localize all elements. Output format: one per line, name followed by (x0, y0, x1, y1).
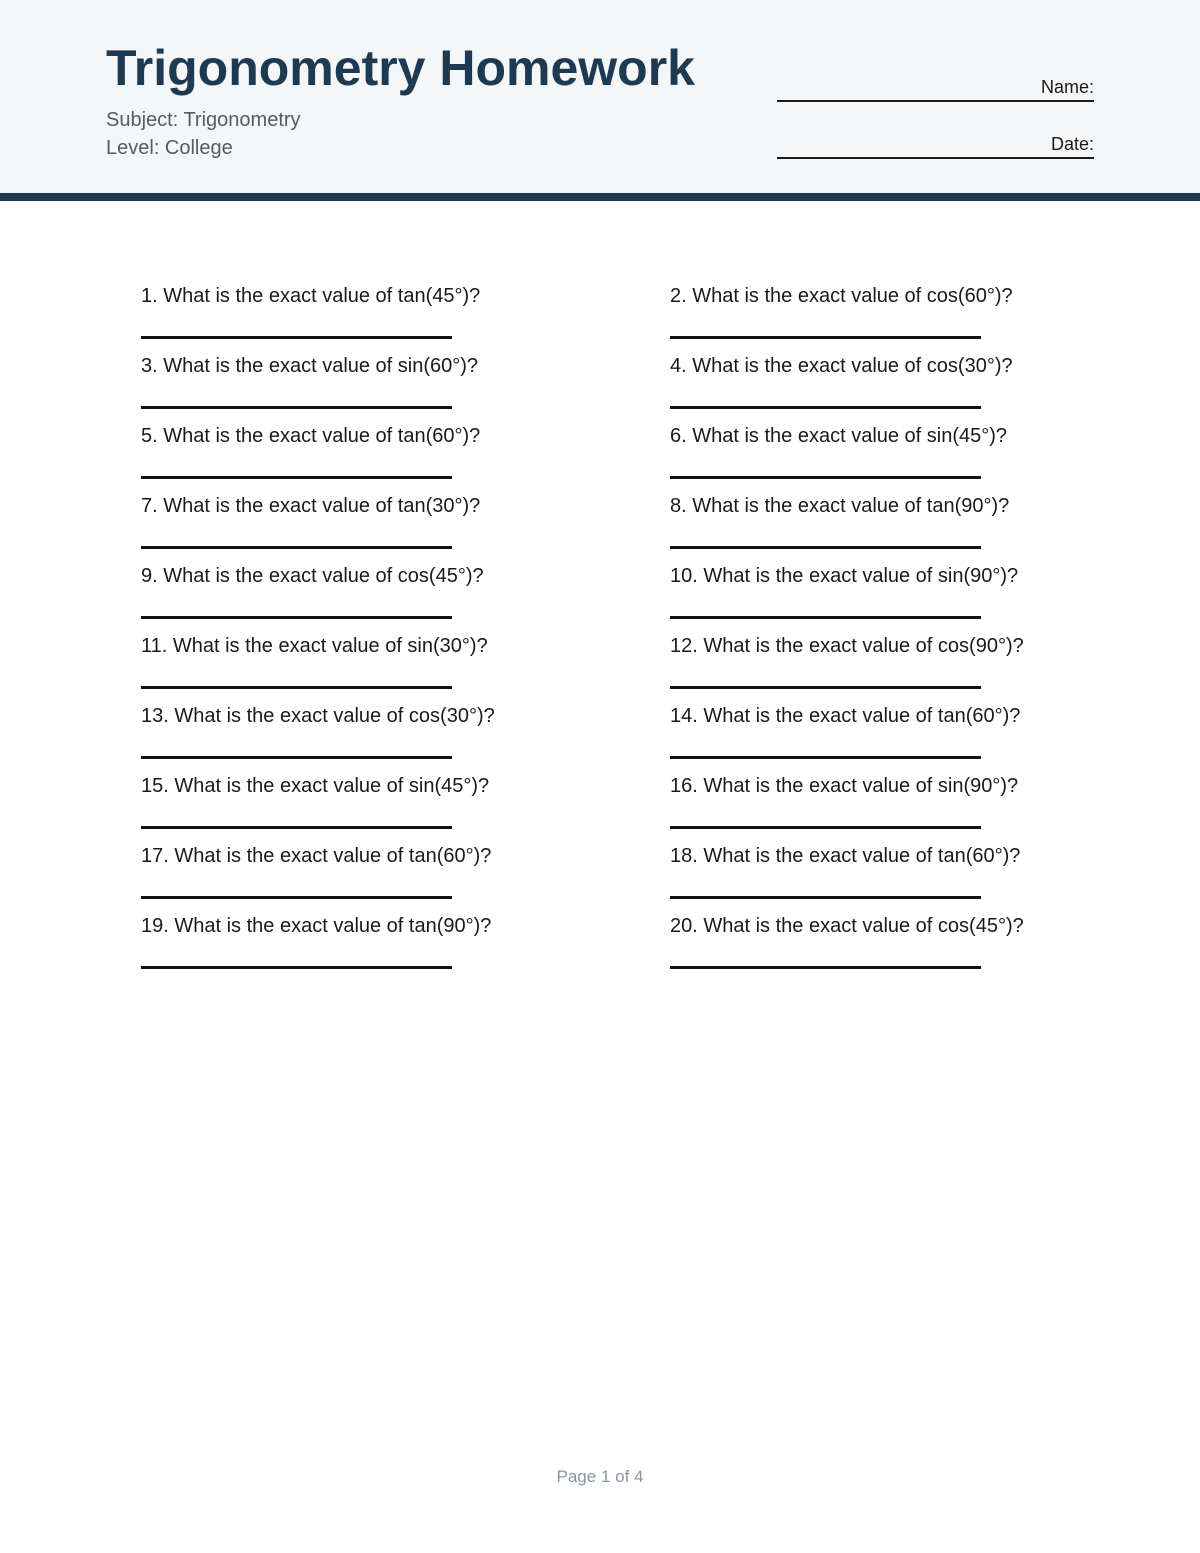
answer-line[interactable] (670, 896, 981, 899)
header-divider (0, 193, 1200, 201)
answer-line[interactable] (670, 476, 981, 479)
answer-line[interactable] (141, 896, 452, 899)
answer-line[interactable] (670, 686, 981, 689)
answer-line[interactable] (141, 406, 452, 409)
question-text: 13. What is the exact value of cos(30°)? (141, 705, 495, 727)
worksheet-header (0, 0, 1200, 193)
answer-line[interactable] (670, 756, 981, 759)
question-text: 10. What is the exact value of sin(90°)? (670, 565, 1019, 587)
answer-line[interactable] (141, 966, 452, 969)
question-text: 16. What is the exact value of sin(90°)? (670, 775, 1019, 797)
question-text: 4. What is the exact value of cos(30°)? (670, 355, 1013, 377)
level-label: Level: College (106, 137, 233, 159)
question-text: 14. What is the exact value of tan(60°)? (670, 705, 1021, 727)
answer-line[interactable] (670, 616, 981, 619)
answer-line[interactable] (141, 826, 452, 829)
question-text: 18. What is the exact value of tan(60°)? (670, 845, 1021, 867)
answer-line[interactable] (141, 476, 452, 479)
question-text: 19. What is the exact value of tan(90°)? (141, 915, 492, 937)
question-text: 11. What is the exact value of sin(30°)? (141, 635, 488, 657)
question-text: 7. What is the exact value of tan(30°)? (141, 495, 481, 517)
page-title: Trigonometry Homework (106, 40, 695, 96)
question-text: 15. What is the exact value of sin(45°)? (141, 775, 490, 797)
question-text: 8. What is the exact value of tan(90°)? (670, 495, 1010, 517)
name-field[interactable] (777, 72, 1094, 102)
question-text: 12. What is the exact value of cos(90°)? (670, 635, 1024, 657)
question-text: 5. What is the exact value of tan(60°)? (141, 425, 481, 447)
subject-label: Subject: Trigonometry (106, 109, 301, 131)
answer-line[interactable] (670, 336, 981, 339)
answer-line[interactable] (670, 966, 981, 969)
answer-line[interactable] (141, 336, 452, 339)
answer-line[interactable] (141, 756, 452, 759)
date-label: Date: (1050, 134, 1094, 154)
question-text: 6. What is the exact value of sin(45°)? (670, 425, 1008, 447)
question-text: 20. What is the exact value of cos(45°)? (670, 915, 1024, 937)
answer-line[interactable] (670, 826, 981, 829)
question-text: 2. What is the exact value of cos(60°)? (670, 285, 1013, 307)
question-text: 9. What is the exact value of cos(45°)? (141, 565, 484, 587)
question-text: 17. What is the exact value of tan(60°)? (141, 845, 492, 867)
answer-line[interactable] (670, 406, 981, 409)
question-text: 3. What is the exact value of sin(60°)? (141, 355, 479, 377)
date-field[interactable] (777, 129, 1094, 159)
page-number: Page 1 of 4 (556, 1467, 644, 1486)
answer-line[interactable] (141, 686, 452, 689)
answer-line[interactable] (141, 546, 452, 549)
answer-line[interactable] (670, 546, 981, 549)
name-label: Name: (1040, 77, 1094, 97)
answer-line[interactable] (141, 616, 452, 619)
question-text: 1. What is the exact value of tan(45°)? (141, 285, 481, 307)
